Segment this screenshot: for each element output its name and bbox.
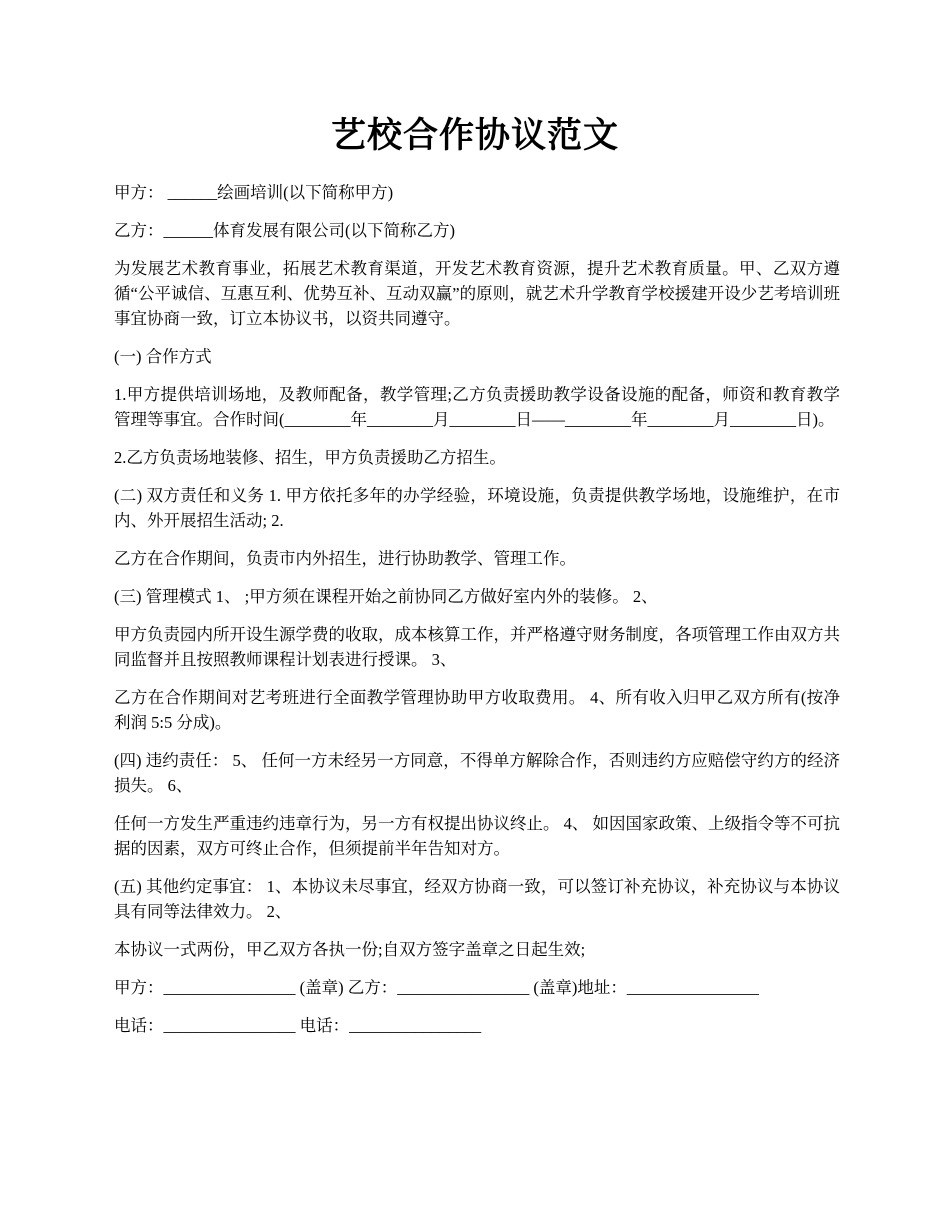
clause-paragraph: (二) 双方责任和义务 1. 甲方依托多年的办学经验，环境设施，负责提供教学场地，设施维护，在市内、外开展招生活动; 2. (114, 486, 840, 530)
clause-paragraph: 2.乙方负责场地装修、招生，甲方负责援助乙方招生。 (114, 448, 506, 467)
clause-paragraph: 任何一方发生严重违约违章行为，另一方有权提出协议终止。 4、 如因国家政策、上级指令等不可抗据的因素，双方可终止合作，但须提前半年告知对方。 (114, 814, 840, 858)
section-heading-cooperation: (一) 合作方式 (114, 347, 212, 366)
clause-paragraph: (五) 其他约定事宜： 1、本协议未尽事宜，经双方协商一致，可以签订补充协议，补充协议与本协议具有同等法律效力。 2、 (114, 877, 840, 921)
clause-paragraph: 1.甲方提供培训场地，及教师配备，教学管理;乙方负责援助教学设备设施的配备，师资和教育教学管理等事宜。合作时间(________年________月________日——________年________月________日)。 (114, 385, 840, 429)
preamble-paragraph: 为发展艺术教育事业，拓展艺术教育渠道，开发艺术教育资源，提升艺术教育质量。甲、乙双方遵循“公平诚信、互惠互利、优势互补、互动双赢”的原则，就艺术升学教育学校援建开设少艺考培训班事宜协商一致，订立本协议书，以资共同遵守。 (114, 259, 840, 328)
clause-paragraph: (三) 管理模式 1、 ;甲方须在课程开始之前协同乙方做好室内外的装修。 2、 (114, 587, 658, 606)
party-a-line: 甲方： ______绘画培训(以下简称甲方) (114, 183, 394, 202)
clause-paragraph: 乙方在合作期间，负责市内外招生，进行协助教学、管理工作。 (114, 549, 576, 568)
party-b-line: 乙方：______体育发展有限公司(以下简称乙方) (114, 221, 455, 240)
phone-line: 电话：________________ 电话：________________ (114, 1016, 482, 1035)
document-body (114, 180, 840, 1051)
signature-line: 甲方：________________ (盖章) 乙方：________________ (盖章)地址：________________ (114, 978, 759, 997)
clause-paragraph: (四) 违约责任： 5、 任何一方未经另一方同意，不得单方解除合作，否则违约方应赔偿守约方的经济损失。 6、 (114, 751, 840, 795)
clause-paragraph: 乙方在合作期间对艺考班进行全面教学管理协助甲方收取费用。 4、所有收入归甲乙双方所有(按净利润 5:5 分成)。 (114, 688, 840, 732)
clause-paragraph: 本协议一式两份，甲乙双方各执一份;自双方签字盖章之日起生效; (114, 940, 586, 959)
document-title: 艺校合作协议范文 (330, 115, 619, 156)
clause-paragraph: 甲方负责园内所开设生源学费的收取，成本核算工作，并严格遵守财务制度，各项管理工作由双方共同监督并且按照教师课程计划表进行授课。 3、 (114, 625, 840, 669)
